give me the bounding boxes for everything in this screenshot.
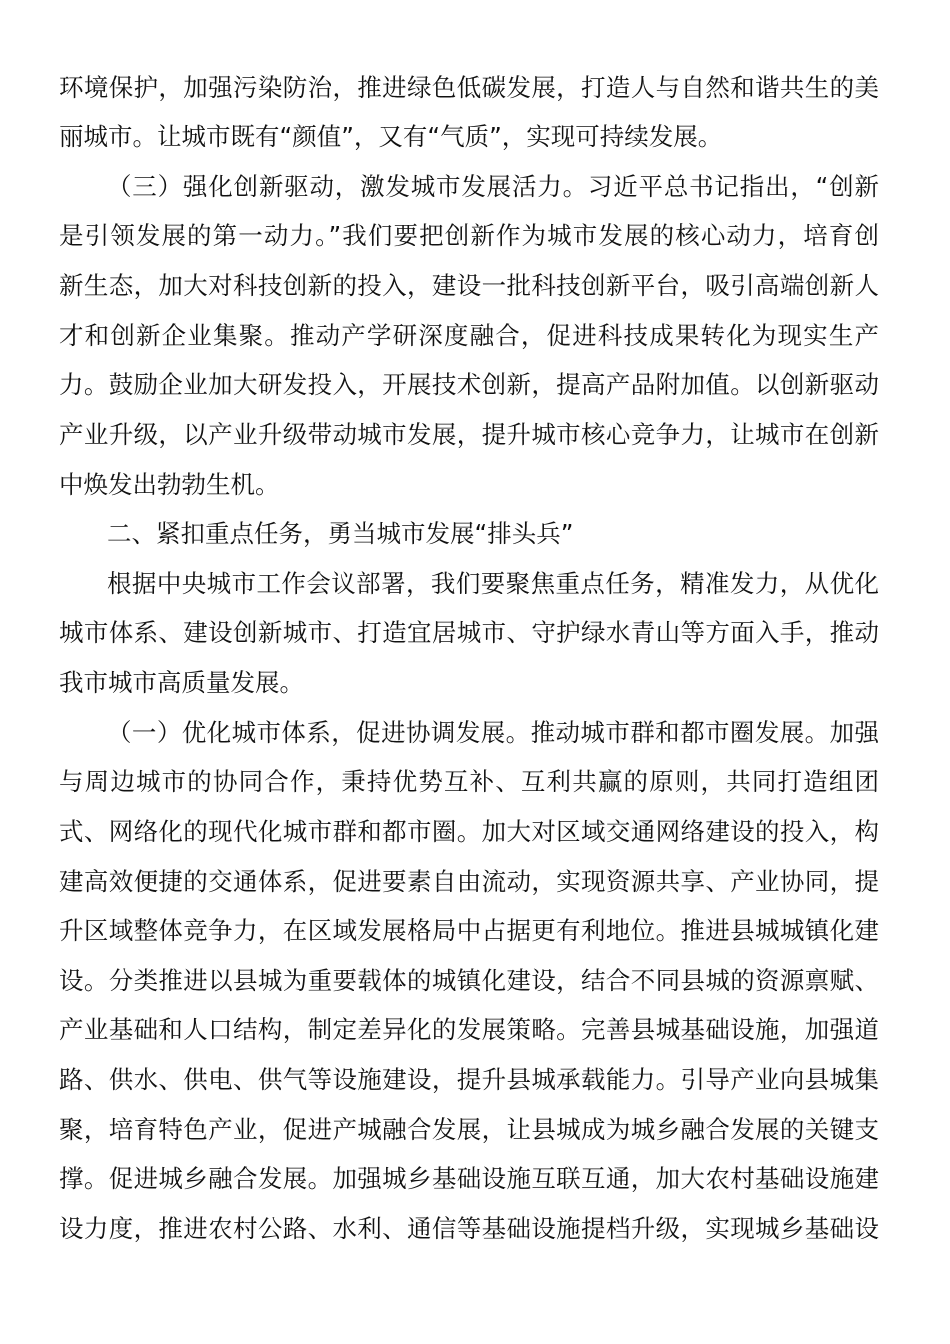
text-line: 升区域整体竞争力，在区域发展格局中占据更有利地位。推进县城城镇化建 xyxy=(59,916,879,945)
text-line: 路、供水、供电、供气等设施建设，提升县城承载能力。引导产业向县城集 xyxy=(59,1065,879,1094)
text-line: 式、网络化的现代化城市群和都市圈。加大对区域交通网络建设的投入，构 xyxy=(59,817,879,846)
text-line: 设。分类推进以县城为重要载体的城镇化建设，结合不同县城的资源禀赋、 xyxy=(59,966,879,995)
text-line: 根据中央城市工作会议部署，我们要聚焦重点任务，精准发力，从优化 xyxy=(107,569,879,598)
text-line: 新生态，加大对科技创新的投入，建设一批科技创新平台，吸引高端创新人 xyxy=(59,271,879,300)
text-line: （一）优化城市体系，促进协调发展。推动城市群和都市圈发展。加强 xyxy=(107,718,879,747)
text-line: 城市体系、建设创新城市、打造宜居城市、守护绿水青山等方面入手，推动 xyxy=(59,618,879,647)
text-line: 我市城市高质量发展。 xyxy=(59,668,304,697)
text-line: 与周边城市的协同合作，秉持优势互补、互利共赢的原则，共同打造组团 xyxy=(59,767,879,796)
text-line: 设力度，推进农村公路、水利、通信等基础设施提档升级，实现城乡基础设 xyxy=(59,1214,879,1243)
section-heading: 二、紧扣重点任务，勇当城市发展“排头兵” xyxy=(107,519,574,548)
text-line: 是引领发展的第一动力。”我们要把创新作为城市发展的核心动力，培育创 xyxy=(59,221,879,250)
text-line: 环境保护，加强污染防治，推进绿色低碳发展，打造人与自然和谐共生的美 xyxy=(59,73,879,102)
text-line: 中焕发出勃勃生机。 xyxy=(59,470,280,499)
text-line: 产业基础和人口结构，制定差异化的发展策略。完善县城基础设施，加强道 xyxy=(59,1015,879,1044)
text-line: 力。鼓励企业加大研发投入，开展技术创新，提高产品附加值。以创新驱动 xyxy=(59,370,879,399)
text-line: 撑。促进城乡融合发展。加强城乡基础设施互联互通，加大农村基础设施建 xyxy=(59,1164,879,1193)
text-line: 丽城市。让城市既有“颜值”，又有“气质”，实现可持续发展。 xyxy=(59,122,723,151)
text-line: （三）强化创新驱动，激发城市发展活力。习近平总书记指出，“创新 xyxy=(107,172,879,201)
text-line: 产业升级，以产业升级带动城市发展，提升城市核心竞争力，让城市在创新 xyxy=(59,420,879,449)
text-line: 才和创新企业集聚。推动产学研深度融合，促进科技成果转化为现实生产 xyxy=(59,321,879,350)
text-line: 建高效便捷的交通体系，促进要素自由流动，实现资源共享、产业协同，提 xyxy=(59,867,879,896)
text-line: 聚，培育特色产业，促进产城融合发展，让县城成为城乡融合发展的关键支 xyxy=(59,1115,879,1144)
